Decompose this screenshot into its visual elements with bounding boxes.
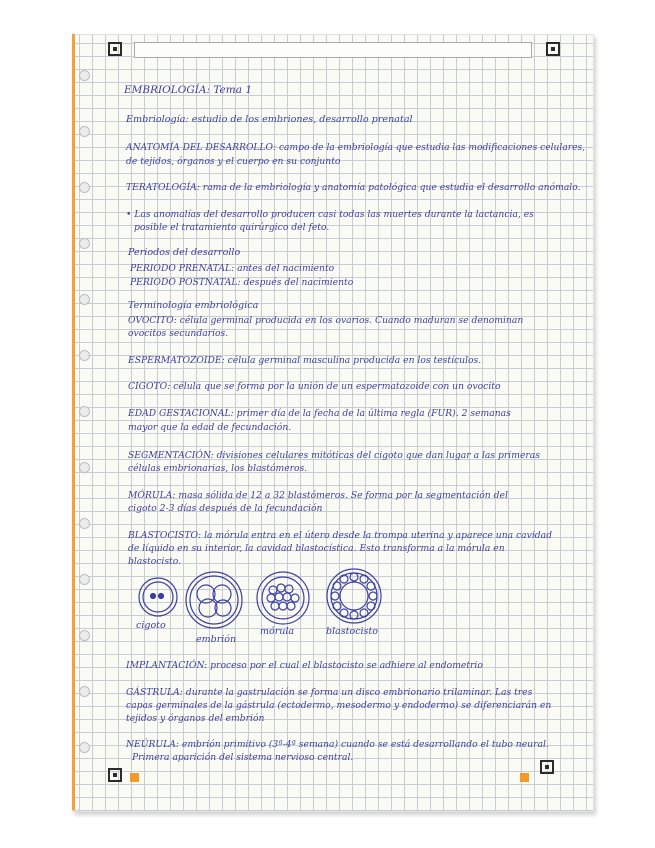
text-line: Primera aparición del sistema nervioso central. bbox=[132, 752, 354, 763]
figure-label-embrion: embrión bbox=[196, 634, 237, 645]
corner-logo-icon bbox=[108, 42, 122, 56]
text-line: CIGOTO: célula que se forma por la unión de un espermatozoide con un ovocito bbox=[128, 381, 501, 392]
text-line: SEGMENTACIÓN: divisiones celulares mitóticas del cigoto que dan lugar a las primeras bbox=[128, 450, 540, 461]
text-line: NEÚRULA: embrión primitivo (3ª-4ª semana) cuando se está desarrollando el tubo neural. bbox=[126, 739, 549, 750]
text-line: de tejidos, órganos y el cuerpo en su conjunto bbox=[126, 156, 341, 167]
text-line: capas germinales de la gástrula (ectodermo, mesodermo y endodermo) se diferenciarán en bbox=[126, 700, 552, 711]
corner-mark bbox=[520, 773, 529, 782]
text-line: BLASTOCISTO: la mórula entra en el útero desde la trompa uterina y aparece una cavidad bbox=[128, 530, 553, 541]
header-box bbox=[134, 42, 532, 58]
text-line: ANATOMÍA DEL DESARROLLO: campo de la embriología que estudia las modificaciones celulares, bbox=[126, 143, 586, 153]
figure-label-cigoto: cigoto bbox=[136, 620, 166, 631]
text-line: Embriología: estudio de los embriones, desarrollo prenatal bbox=[126, 114, 413, 125]
margin-stripe bbox=[72, 34, 75, 810]
text-line: células embrionarias, los blastómeros. bbox=[128, 463, 308, 474]
corner-logo-icon bbox=[546, 42, 560, 56]
cigoto-drawing bbox=[139, 578, 177, 616]
text-line: ovocitos secundarios. bbox=[128, 328, 229, 339]
section-heading: Terminología embriológica bbox=[128, 300, 259, 311]
text-line: TERATOLOGÍA: rama de la embriología y anatomía patológica que estudia el desarrollo anómalo. bbox=[126, 182, 581, 193]
text-line: MÓRULA: masa sólida de 12 a 32 blastómeros. Se forma por la segmentación del bbox=[128, 490, 508, 501]
corner-logo-icon bbox=[540, 760, 554, 774]
text-line: IMPLANTACIÓN: proceso por el cual el blastocisto se adhiere al endometrio bbox=[126, 660, 483, 671]
text-line: EDAD GESTACIONAL: primer día de la fecha de la última regla (FUR). 2 semanas bbox=[128, 408, 511, 419]
text-line: GÁSTRULA: durante la gastrulación se forma un disco embrionario trilaminar. Las tres bbox=[126, 687, 533, 698]
figure-label-blastocisto: blastocisto bbox=[326, 626, 378, 637]
binding-holes bbox=[79, 70, 91, 810]
blastocisto-drawing bbox=[327, 569, 381, 623]
text-line: tejidos y órganos del embrión bbox=[126, 713, 265, 724]
text-line: PERIODO PRENATAL: antes del nacimiento bbox=[130, 263, 335, 274]
text-line: OVOCITO: célula germinal producida en los ovarios. Cuando maduran se denominan bbox=[128, 315, 524, 326]
embrion-drawing bbox=[186, 572, 242, 628]
text-line: posible el tratamiento quirúrgico del feto. bbox=[134, 222, 330, 233]
text-line: mayor que la edad de fecundación. bbox=[128, 422, 292, 433]
text-line: PERIODO POSTNATAL: después del nacimiento bbox=[130, 277, 354, 288]
section-heading: Periodos del desarrollo bbox=[128, 247, 241, 258]
corner-logo-icon bbox=[108, 768, 122, 782]
text-line: blastocisto. bbox=[128, 556, 182, 567]
figure-label-morula: mórula bbox=[260, 626, 295, 637]
text-line: ESPERMATOZOIDE: célula germinal masculina producida en los testículos. bbox=[128, 355, 482, 366]
text-line: • Las anomalías del desarrollo producen casi todas las muertes durante la lactancia, es bbox=[126, 209, 534, 220]
text-line: de líquido en su interior, la cavidad blastocística. Esto transforma a la mórula en bbox=[128, 543, 505, 554]
corner-mark bbox=[130, 773, 139, 782]
text-line: cigoto 2-3 días después de la fecundación bbox=[128, 503, 323, 514]
page-title: EMBRIOLOGÍA: Tema 1 bbox=[124, 84, 253, 96]
